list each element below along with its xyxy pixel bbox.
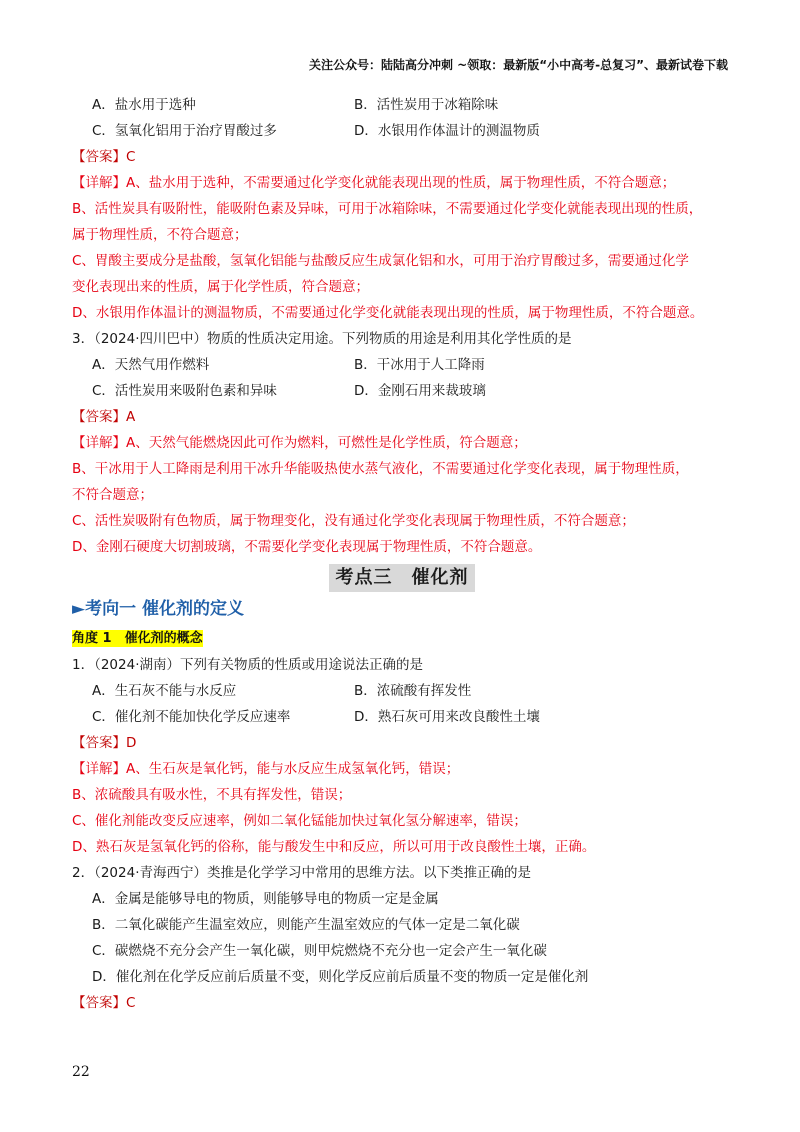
option-a: A．天然气用作燃料 <box>92 357 210 373</box>
option-d: D．金刚石用来裁玻璃 <box>354 383 486 399</box>
detail-line: C、胃酸主要成分是盐酸，氢氧化铝能与盐酸反应生成氯化铝和水，可用于治疗胃酸过多，需要通过化学 <box>72 253 689 269</box>
detail-line: D、金刚石硬度大切割玻璃，不需要化学变化表现属于物理性质，不符合题意。 <box>72 539 542 555</box>
detail-line: 【详解】A、盐水用于选种，不需要通过化学变化就能表现出现的性质，属于物理性质，不符合题意； <box>72 175 676 191</box>
option-c: C．氢氧化铝用于治疗胃酸过多 <box>92 123 277 139</box>
answer-label: 【答案】D <box>72 735 137 751</box>
detail-line: 不符合题意； <box>72 487 153 503</box>
detail-line: D、熟石灰是氢氧化钙的俗称，能与酸发生中和反应，所以可用于改良酸性土壤，正确。 <box>72 839 596 855</box>
detail-line: B、活性炭具有吸附性，能吸附色素及异味，可用于冰箱除味，不需要通过化学变化就能表现出现的性质， <box>72 201 703 217</box>
option-row <box>72 118 732 144</box>
page-number: 22 <box>72 1064 90 1080</box>
page-content <box>72 92 732 1016</box>
option-row <box>72 92 732 118</box>
detail-line: 变化表现出来的性质，属于化学性质，符合题意； <box>72 279 369 295</box>
option-d: D．水银用作体温计的测温物质 <box>354 123 540 139</box>
option-b: B．二氧化碳能产生温室效应，则能产生温室效应的气体一定是二氧化碳 <box>92 917 520 933</box>
angle-heading: 角度 1 催化剂的概念 <box>72 631 203 646</box>
answer-label: 【答案】A <box>72 409 136 425</box>
detail-line: C、催化剂能改变反应速率，例如二氧化锰能加快过氧化氢分解速率，错误； <box>72 813 527 829</box>
option-c: C．活性炭用来吸附色素和异味 <box>92 383 277 399</box>
answer-label: 【答案】C <box>72 995 136 1011</box>
page-header: 关注公众号：陆陆高分冲刺 ~领取：最新版“小中高考-总复习”、最新试卷下载 <box>309 58 728 72</box>
answer-label: 【答案】C <box>72 149 136 165</box>
direction-heading: ►考向一 催化剂的定义 <box>72 599 244 619</box>
option-b: B．干冰用于人工降雨 <box>354 357 485 373</box>
option-a: A．盐水用于选种 <box>92 97 196 113</box>
option-a: A．金属是能够导电的物质，则能够导电的物质一定是金属 <box>92 891 439 907</box>
option-b: B．浓硫酸有挥发性 <box>354 683 472 699</box>
option-d: D．催化剂在化学反应前后质量不变，则化学反应前后质量不变的物质一定是催化剂 <box>92 969 589 985</box>
question-stem: 3．（2024·四川巴中）物质的性质决定用途。下列物质的用途是利用其化学性质的是 <box>72 331 572 347</box>
detail-line: D、水银用作体温计的测温物质，不需要通过化学变化就能表现出现的性质，属于物理性质，不符合题意。 <box>72 305 704 321</box>
detail-line: B、浓硫酸具有吸水性，不具有挥发性，错误； <box>72 787 352 803</box>
option-c: C．催化剂不能加快化学反应速率 <box>92 709 291 725</box>
option-b: B．活性炭用于冰箱除味 <box>354 97 499 113</box>
option-row <box>72 352 732 378</box>
question-stem: 2．（2024·青海西宁）类推是化学学习中常用的思维方法。以下类推正确的是 <box>72 865 531 881</box>
question-stem: 1．（2024·湖南）下列有关物质的性质或用途说法正确的是 <box>72 657 423 673</box>
detail-line: 【详解】A、天然气能燃烧因此可作为燃料，可燃性是化学性质，符合题意； <box>72 435 527 451</box>
option-row <box>72 704 732 730</box>
detail-line: B、干冰用于人工降雨是利用干冰升华能吸热使水蒸气液化，不需要通过化学变化表现，属于物理性质， <box>72 461 689 477</box>
detail-line: C、活性炭吸附有色物质，属于物理变化，没有通过化学变化表现属于物理性质，不符合题意； <box>72 513 635 529</box>
option-d: D．熟石灰可用来改良酸性土壤 <box>354 709 540 725</box>
detail-line: 【详解】A、生石灰是氧化钙，能与水反应生成氢氧化钙，错误； <box>72 761 460 777</box>
section-title: 考点三 催化剂 <box>329 564 475 592</box>
option-a: A．生石灰不能与水反应 <box>92 683 237 699</box>
option-row <box>72 678 732 704</box>
detail-line: 属于物理性质，不符合题意； <box>72 227 248 243</box>
angle-heading-row <box>72 624 732 652</box>
option-row <box>72 378 732 404</box>
option-c: C．碳燃烧不充分会产生一氧化碳，则甲烷燃烧不充分也一定会产生一氧化碳 <box>92 943 547 959</box>
